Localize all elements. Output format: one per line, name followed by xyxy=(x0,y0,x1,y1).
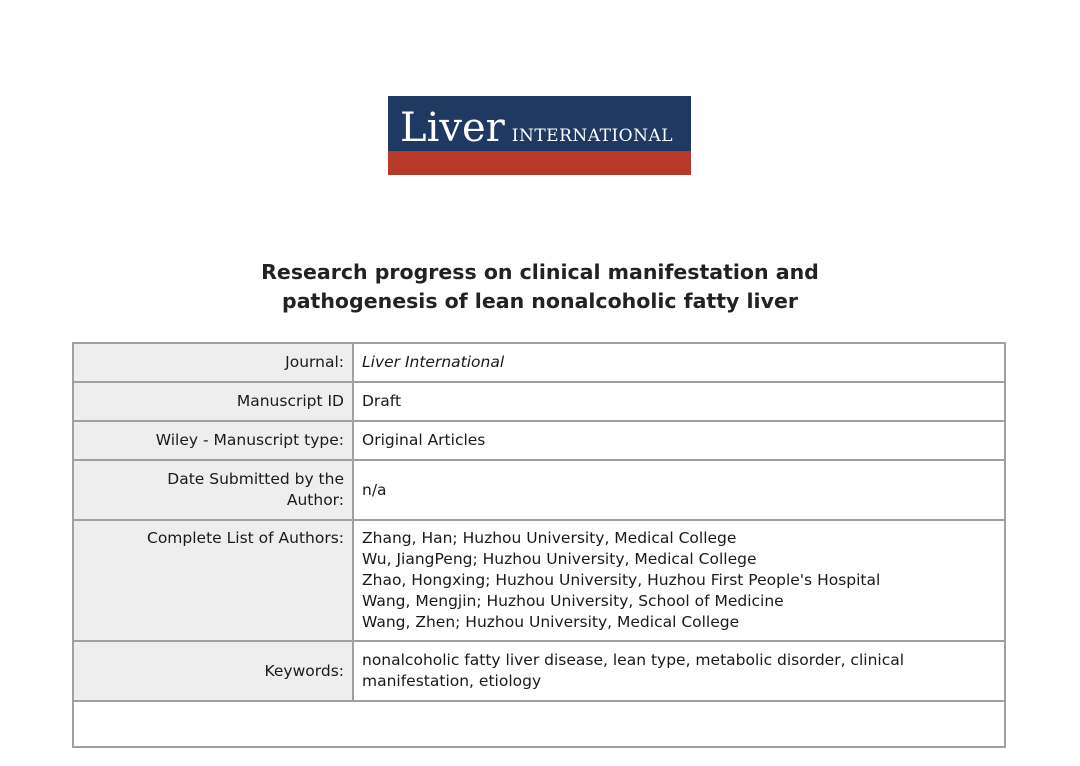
manuscript-type-label: Wiley - Manuscript type: xyxy=(73,421,353,460)
authors-row xyxy=(73,520,1005,641)
date-submitted-row xyxy=(73,460,1005,520)
empty-row xyxy=(73,701,1005,747)
keywords-value xyxy=(353,641,1005,701)
date-submitted-label xyxy=(73,460,353,520)
keywords-line-1: nonalcoholic fatty liver disease, lean type, metabolic disorder, clinical xyxy=(362,651,905,669)
author-entry: Zhang, Han; Huzhou University, Medical College xyxy=(362,529,737,547)
journal-label: Journal: xyxy=(73,343,353,382)
empty-cell xyxy=(73,701,1005,747)
journal-value: Liver International xyxy=(353,343,1005,382)
manuscript-type-value: Original Articles xyxy=(353,421,1005,460)
date-submitted-value: n/a xyxy=(353,460,1005,520)
keywords-line-2: manifestation, etiology xyxy=(362,672,542,690)
author-entry: Wu, JiangPeng; Huzhou University, Medical College xyxy=(362,550,757,568)
logo-word-liver: Liver xyxy=(400,105,505,151)
author-entry: Zhao, Hongxing; Huzhou University, Huzhou First People's Hospital xyxy=(362,571,881,589)
date-submitted-label-line-1: Date Submitted by the xyxy=(167,470,344,488)
manuscript-id-row xyxy=(73,382,1005,421)
paper-title-line-2: pathogenesis of lean nonalcoholic fatty liver xyxy=(282,289,798,313)
keywords-row xyxy=(73,641,1005,701)
logo-text xyxy=(400,106,673,150)
keywords-label: Keywords: xyxy=(73,641,353,701)
manuscript-type-row xyxy=(73,421,1005,460)
manuscript-id-label: Manuscript ID xyxy=(73,382,353,421)
authors-list xyxy=(353,520,1005,641)
author-entry: Wang, Zhen; Huzhou University, Medical College xyxy=(362,613,740,631)
authors-label: Complete List of Authors: xyxy=(73,520,353,641)
journal-row xyxy=(73,343,1005,382)
journal-logo xyxy=(388,96,691,175)
author-entry: Wang, Mengjin; Huzhou University, School of Medicine xyxy=(362,592,784,610)
manuscript-info-table xyxy=(72,342,1006,748)
paper-title-line-1: Research progress on clinical manifestation and xyxy=(261,260,819,284)
date-submitted-label-line-2: Author: xyxy=(286,491,344,509)
logo-word-international: INTERNATIONAL xyxy=(511,126,674,146)
manuscript-id-value: Draft xyxy=(353,382,1005,421)
logo-bottom-band xyxy=(388,151,691,175)
paper-title xyxy=(140,258,940,316)
